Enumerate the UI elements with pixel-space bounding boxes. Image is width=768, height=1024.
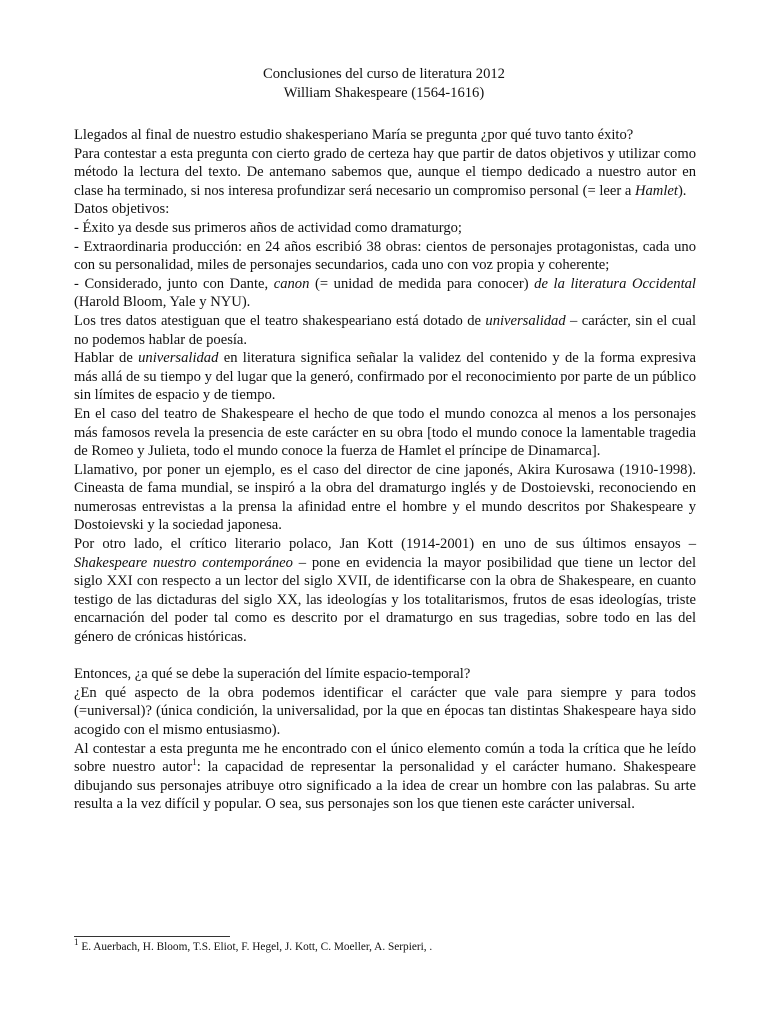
list-item-canon: - Considerado, junto con Dante, canon (= unidad de medida para conocer) de la literatura Occidental (Harold Bloom, Yale y NYU). (74, 275, 696, 311)
list-item-produccion: - Extraordinaria producción: en 24 años escribió 38 obras: cientos de personajes protagonistas, cada uno con su personalidad, miles de personajes secundarios, cada uno con voz propia y coherente; (74, 238, 696, 274)
footnote-number: 1 (74, 937, 79, 948)
title-line-1: Conclusiones del curso de literatura 2012 (263, 66, 505, 82)
paragraph-question: Llegados al final de nuestro estudio shakesperiano María se pregunta ¿por qué tuvo tanto éxito? (74, 127, 634, 143)
document-body (74, 126, 696, 814)
footnote (74, 937, 696, 954)
document-title (0, 65, 768, 103)
paragraph-conclusion: Al contestar a esta pregunta me he encontrado con el único elemento común a toda la crítica que he leído sobre nuestro autor$^1$: la capacidad de representar la personalidad y el carácter humano. Shakespeare dibujando sus personajes atribuye otro significado a la idea de crear un hombre con las palabras. Su arte resulta a la vez difícil y popular. O sea, sus personajes son los que tienen este carácter universal. (74, 740, 697, 813)
footnote-separator (74, 936, 230, 937)
footnote-reference[interactable]: 1 (192, 757, 197, 768)
title-line-2: William Shakespeare (1564-1616) (283, 85, 485, 101)
paragraph-aspecto: ¿En qué aspecto de la obra podemos identificar el carácter que vale para siempre y para todos (=universal)? (única condición, la universalidad, por la que en épocas tan distintas Shakespeare haya sido acogido con el mismo entusiasmo). (74, 684, 696, 738)
paragraph-kurosawa: Llamativo, por poner un ejemplo, es el caso del director de cine japonés, Akira Kurosawa (1910-1998). Cineasta de fama mundial, se inspiró a la obra del dramaturgo inglés y de Dostoievski, reconociendo en numerosas entrevistas a la prensa la afinidad entre el hombre y el mundo descritos por Shakespeare y Dostoievski y la sociedad japonesa. (74, 461, 696, 534)
paragraph-entonces: Entonces, ¿a qué se debe la superación del límite espacio-temporal? (74, 666, 471, 683)
paragraph-kott: Por otro lado, el crítico literario polaco, Jan Kott (1914-2001) en uno de sus últimos ensayos – Shakespeare nuestro contemporáneo – pone en evidencia la mayor posibilidad que tiene un lector del siglo XXI con respecto a un lector del siglo XVII, de identificarse con la obra de Shakespeare, en cuanto testigo de las dictaduras del siglo XX, las ideologías y los totalitarismos, frutos de esas ideologías, triste encarnación del poder tal como es descrito por el dramaturgo en sus tragedias, sobre todo en las del género de crónicas históricas. (74, 536, 696, 646)
list-item-exito: - Éxito ya desde sus primeros años de actividad como dramaturgo; (74, 219, 462, 236)
paragraph-hablar: Hablar de universalidad en literatura significa señalar la validez del contenido y de la forma expresiva más allá de su tiempo y del lugar que la generó, confirmado por el reconocimiento por parte de un público sin límites de espacio y de tiempo. (74, 350, 696, 404)
paragraph-teatro: En el caso del teatro de Shakespeare el hecho de que todo el mundo conozca al menos a los personajes más famosos revela la presencia de este carácter en su obra [todo el mundo conoce la lamentable tragedia de Romeo y Julieta, todo el mundo conoce la fuerza de Hamlet el príncipe de Dinamarca]. (74, 405, 696, 460)
footnote-text: E. Auerbach, H. Bloom, T.S. Eliot, F. Hegel, J. Kott, C. Moeller, A. Serpieri, . (78, 941, 433, 953)
paragraph-datos-heading: Datos objetivos: (74, 201, 170, 218)
paragraph-universalidad: Los tres datos atestiguan que el teatro shakespeariano está dotado de universalidad – carácter, sin el cual no podemos hablar de poesía. (74, 312, 697, 348)
hamlet-title: Hamlet (634, 182, 678, 199)
paragraph-method: Para contestar a esta pregunta con cierto grado de certeza hay que partir de datos objetivos y utilizar como método la lectura del texto. De antemano sabemos que, aunque el tiempo dedicado a nuestro autor en clase ha terminado, si nos interesa profundizar será necesario un compromiso personal (= leer a Hamlet). (74, 145, 696, 199)
book-title: Shakespeare nuestro contemporáneo (74, 554, 293, 571)
